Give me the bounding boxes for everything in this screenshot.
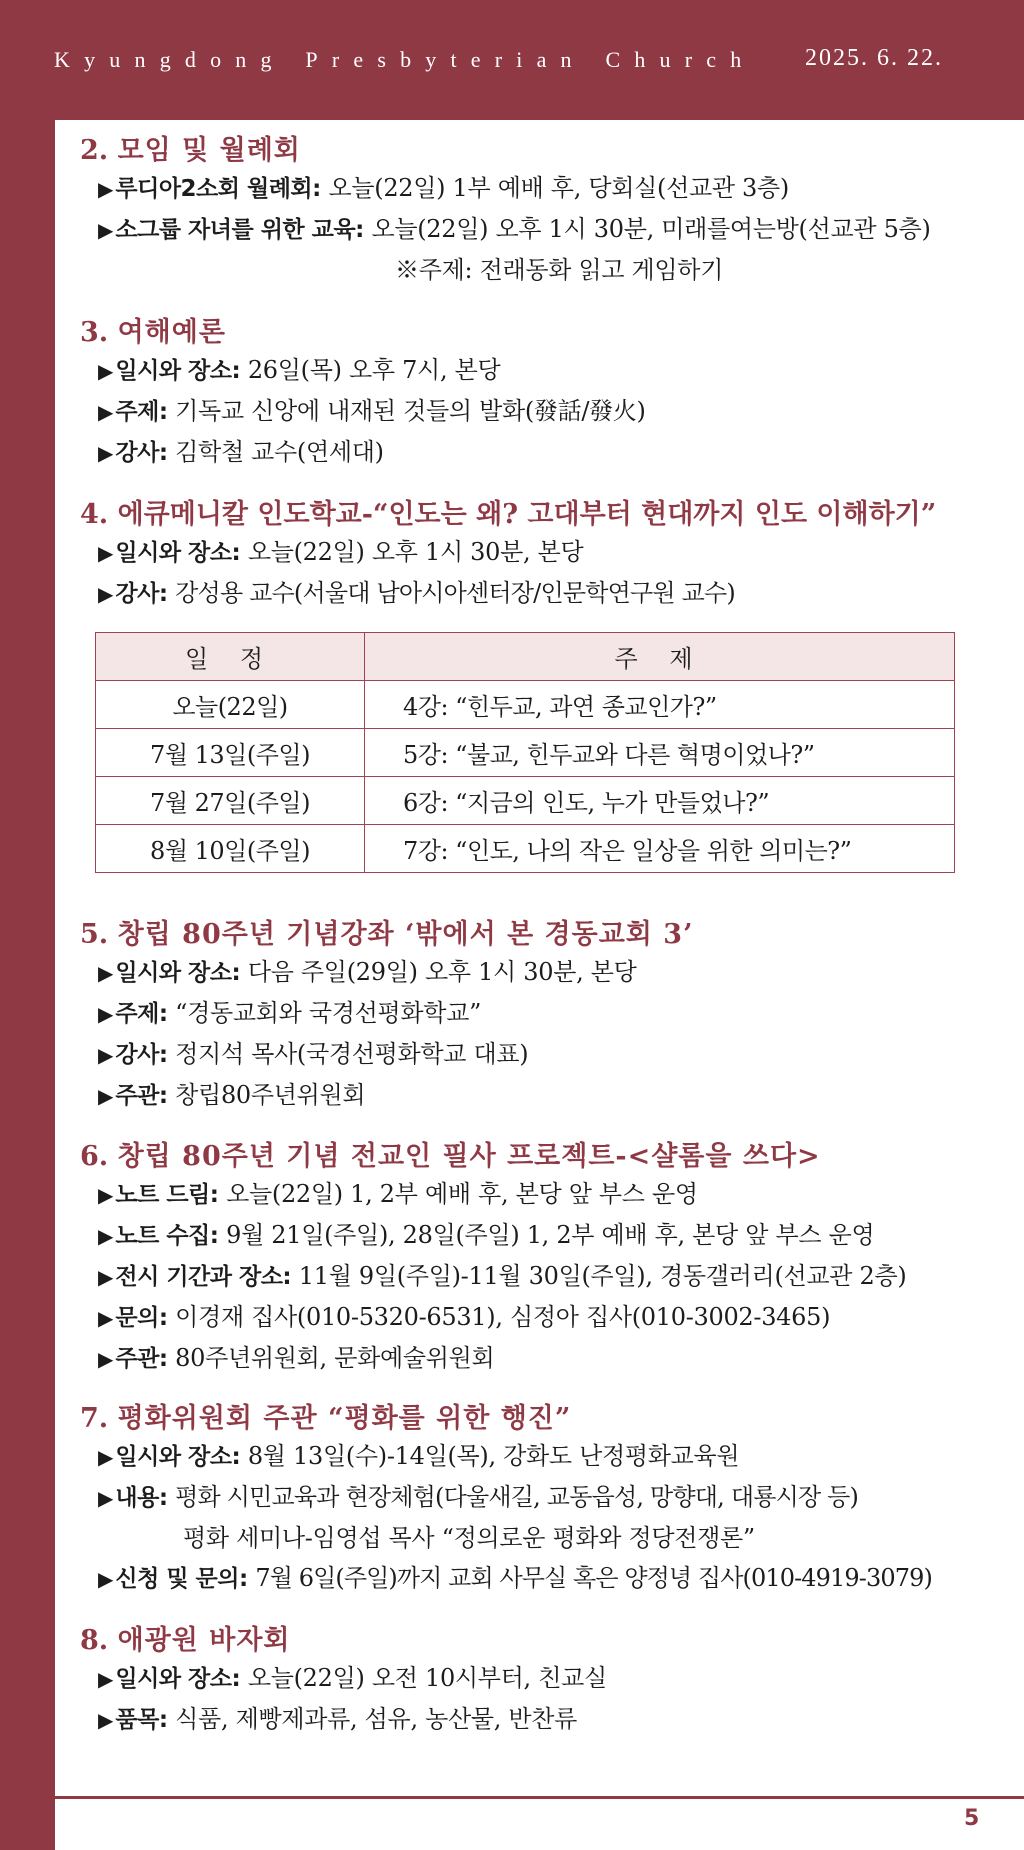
section-yeohae-lecture (55, 316, 1015, 473)
triangle-bullet-icon: ▶ (98, 582, 114, 606)
left-border-bar (0, 0, 55, 1850)
list-item: ▶주관: 창립80주년위원회 (98, 1081, 366, 1109)
list-item: ▶일시와 장소: 8월 13일(수)-14일(목), 강화도 난정평화교육원 (98, 1442, 740, 1470)
section-title: 2. 모임 및 월례회 (80, 135, 301, 166)
section-title: 3. 여해예론 (80, 317, 226, 348)
triangle-bullet-icon: ▶ (98, 1084, 114, 1108)
column-header-topic: 주 제 (365, 633, 955, 681)
list-item: ▶강사: 정지석 목사(국경선평화학교 대표) (98, 1040, 529, 1068)
page-content (55, 120, 1024, 1790)
triangle-bullet-icon: ▶ (98, 541, 114, 565)
list-item: ▶주제: “경동교회와 국경선평화학교” (98, 999, 482, 1027)
triangle-bullet-icon: ▶ (98, 1043, 114, 1067)
schedule-date: 7월 13일(주일) (96, 729, 365, 777)
schedule-date: 7월 27일(주일) (96, 777, 365, 825)
table-row (96, 729, 955, 777)
list-item: ▶강사: 김학철 교수(연세대) (98, 438, 384, 466)
triangle-bullet-icon: ▶ (98, 1306, 114, 1330)
page-number: 5 (964, 1806, 980, 1831)
section-transcription-project (55, 1140, 1015, 1379)
schedule-topic: 7강: “인도, 나의 작은 일상을 위한 의미는?” (365, 825, 955, 873)
list-item: ▶노트 드림: 오늘(22일) 1, 2부 예배 후, 본당 앞 부스 운영 (98, 1180, 698, 1208)
triangle-bullet-icon: ▶ (98, 400, 114, 424)
list-item: ▶소그룹 자녀를 위한 교육: 오늘(22일) 오후 1시 30분, 미래를여는방(선교관 5층) (98, 215, 931, 243)
triangle-bullet-icon: ▶ (98, 1183, 114, 1207)
triangle-bullet-icon: ▶ (98, 1486, 114, 1510)
section-title: 5. 창립 80주년 기념강좌 ‘밖에서 본 경동교회 3’ (80, 919, 694, 950)
triangle-bullet-icon: ▶ (98, 1667, 114, 1691)
footer-divider (55, 1796, 1024, 1799)
section-title: 4. 에큐메니칼 인도학교-“인도는 왜? 고대부터 현대까지 인도 이해하기” (80, 499, 937, 530)
table-row (96, 777, 955, 825)
triangle-bullet-icon: ▶ (98, 441, 114, 465)
triangle-bullet-icon: ▶ (98, 1265, 114, 1289)
content-continuation: 평화 세미나-임영섭 목사 “정의로운 평화와 정당전쟁론” (183, 1524, 755, 1552)
church-name: Kyungdong Presbyterian Church (54, 47, 756, 72)
list-item: ▶주제: 기독교 신앙에 내재된 것들의 발화(發話/發火) (98, 397, 646, 425)
list-item: ▶일시와 장소: 오늘(22일) 오전 10시부터, 친교실 (98, 1664, 607, 1692)
list-item: ▶문의: 이경재 집사(010-5320-6531), 심정아 집사(010-3002-3465) (98, 1303, 831, 1331)
column-header-date: 일 정 (96, 633, 365, 681)
table-row (96, 825, 955, 873)
triangle-bullet-icon: ▶ (98, 1567, 114, 1591)
triangle-bullet-icon: ▶ (98, 1224, 114, 1248)
section-title: 7. 평화위원회 주관 “평화를 위한 행진” (80, 1403, 572, 1434)
schedule-date: 오늘(22일) (96, 681, 365, 729)
triangle-bullet-icon: ▶ (98, 961, 114, 985)
table-header-row (96, 633, 955, 681)
section-title: 6. 창립 80주년 기념 전교인 필사 프로젝트-<샬롬을 쓰다> (80, 1141, 821, 1172)
triangle-bullet-icon: ▶ (98, 1445, 114, 1469)
schedule-date: 8월 10일(주일) (96, 825, 365, 873)
list-item: ▶루디아2소회 월례회: 오늘(22일) 1부 예배 후, 당회실(선교관 3층) (98, 174, 789, 202)
section-gatherings (55, 134, 1015, 290)
list-item: ▶강사: 강성용 교수(서울대 남아시아센터장/인문학연구원 교수) (98, 579, 735, 607)
bulletin-date: 2025. 6. 22. (805, 45, 943, 71)
list-item: ▶일시와 장소: 26일(목) 오후 7시, 본당 (98, 356, 501, 384)
triangle-bullet-icon: ▶ (98, 1347, 114, 1371)
list-item: ▶일시와 장소: 다음 주일(29일) 오후 1시 30분, 본당 (98, 958, 637, 986)
schedule-topic: 4강: “힌두교, 과연 종교인가?” (365, 681, 955, 729)
triangle-bullet-icon: ▶ (98, 1708, 114, 1732)
triangle-bullet-icon: ▶ (98, 1002, 114, 1026)
triangle-bullet-icon: ▶ (98, 177, 114, 201)
section-peace-march (55, 1402, 1015, 1599)
schedule-topic: 6강: “지금의 인도, 누가 만들었나?” (365, 777, 955, 825)
schedule-topic: 5강: “불교, 힌두교와 다른 혁명이었나?” (365, 729, 955, 777)
theme-note: ※주제: 전래동화 읽고 게임하기 (395, 256, 724, 284)
triangle-bullet-icon: ▶ (98, 218, 114, 242)
triangle-bullet-icon: ▶ (98, 359, 114, 383)
list-item: ▶노트 수집: 9월 21일(주일), 28일(주일) 1, 2부 예배 후, 본당 앞 부스 운영 (98, 1221, 875, 1249)
list-item: ▶일시와 장소: 오늘(22일) 오후 1시 30분, 본당 (98, 538, 584, 566)
schedule-table (95, 632, 955, 873)
section-anniversary-lecture (55, 918, 1015, 1116)
table-row (96, 681, 955, 729)
list-item: ▶전시 기간과 장소: 11월 9일(주일)-11월 30일(주일), 경동갤러리(선교관 2층) (98, 1262, 907, 1290)
section-bazaar (55, 1624, 1015, 1740)
list-item: ▶주관: 80주년위원회, 문화예술위원회 (98, 1344, 495, 1372)
list-item: ▶품목: 식품, 제빵제과류, 섬유, 농산물, 반찬류 (98, 1705, 578, 1733)
section-title: 8. 애광원 바자회 (80, 1625, 291, 1656)
section-india-school (55, 498, 1015, 614)
list-item: ▶내용: 평화 시민교육과 현장체험(다울새길, 교동읍성, 망향대, 대룡시장 등) (98, 1483, 859, 1511)
list-item: ▶신청 및 문의: 7월 6일(주일)까지 교회 사무실 혹은 양정녕 집사(010-4919-3079) (98, 1564, 932, 1592)
